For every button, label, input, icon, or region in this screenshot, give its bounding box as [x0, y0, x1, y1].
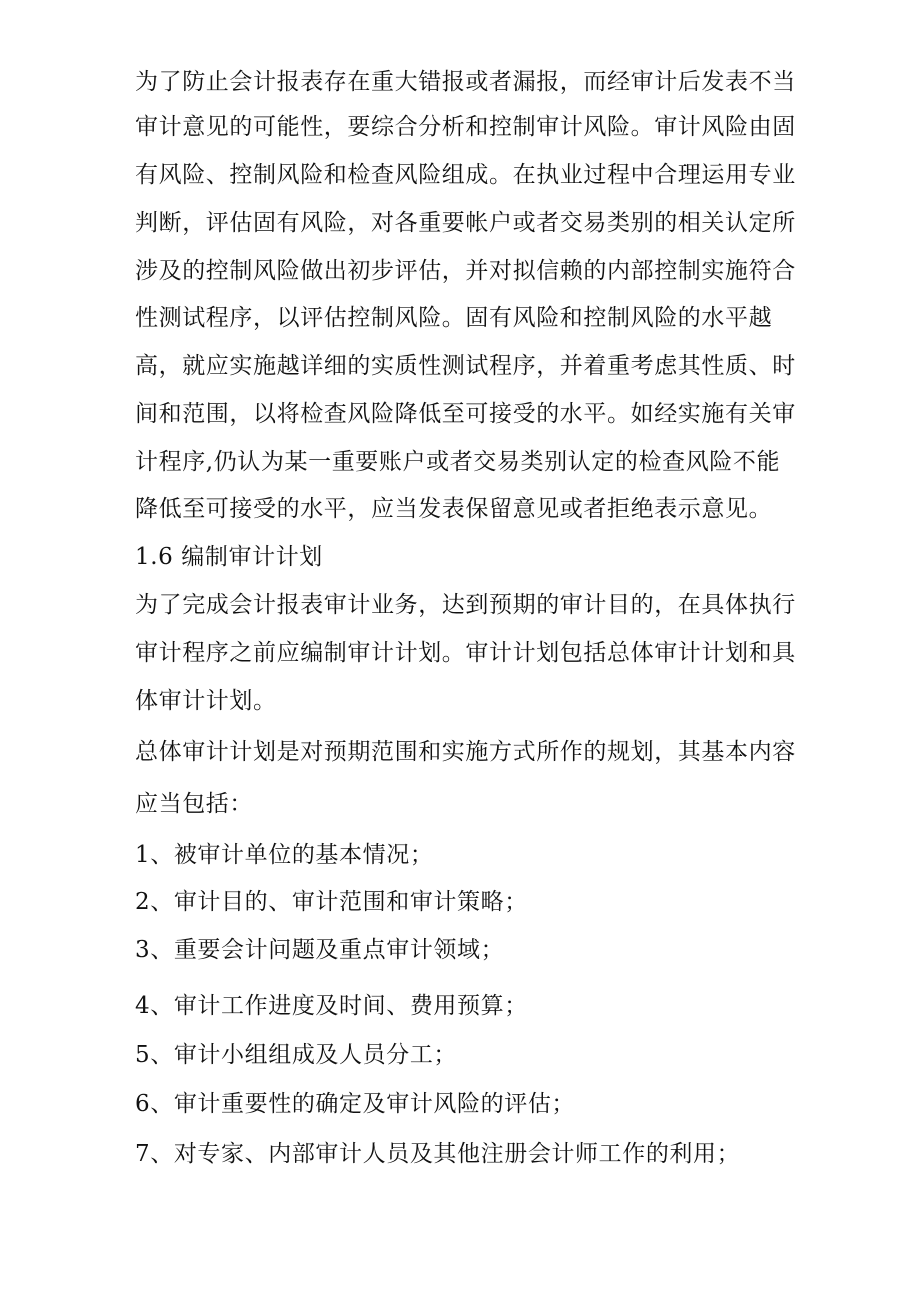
paragraph-1-line-9: 计程序,仍认为某一重要账户或者交易类别认定的检查风险不能	[135, 449, 781, 475]
paragraph-1-line-8: 间和范围，以将检查风险降低至可接受的水平。如经实施有关审	[135, 401, 796, 427]
paragraph-1-line-4: 判断，评估固有风险，对各重要帐户或者交易类别的相关认定所	[135, 210, 796, 236]
paragraph-1-line-6: 性测试程序，以评估控制风险。固有风险和控制风险的水平越	[135, 305, 773, 331]
paragraph-1-line-10: 降低至可接受的水平，应当发表保留意见或者拒绝表示意见。	[135, 496, 773, 522]
paragraph-2-line-2: 审计程序之前应编制审计计划。审计计划包括总体审计计划和具	[135, 640, 796, 666]
paragraph-2-line-3: 体审计计划。	[135, 688, 277, 714]
list-item-1: 1、被审计单位的基本情况；	[135, 842, 434, 868]
list-item-4: 4、审计工作进度及时间、费用预算；	[135, 993, 528, 1019]
list-item-3: 3、重要会计问题及重点审计领域；	[135, 937, 505, 963]
list-item-6: 6、审计重要性的确定及审计风险的评估；	[135, 1091, 576, 1117]
list-item-5: 5、审计小组组成及人员分工；	[135, 1042, 458, 1068]
list-item-7: 7、对专家、内部审计人员及其他注册会计师工作的利用；	[135, 1141, 741, 1167]
paragraph-1-line-3: 有风险、控制风险和检查风险组成。在执业过程中合理运用专业	[135, 162, 796, 188]
paragraph-2-line-1: 为了完成会计报表审计业务，达到预期的审计目的，在具体执行	[135, 592, 796, 618]
paragraph-1-line-5: 涉及的控制风险做出初步评估，并对拟信赖的内部控制实施符合	[135, 258, 796, 284]
paragraph-3-line-1: 总体审计计划是对预期范围和实施方式所作的规划，其基本内容	[135, 739, 796, 765]
paragraph-1-line-1: 为了防止会计报表存在重大错报或者漏报，而经审计后发表不当	[135, 69, 796, 95]
paragraph-3-line-2: 应当包括：	[135, 791, 253, 817]
paragraph-1-line-2: 审计意见的可能性，要综合分析和控制审计风险。审计风险由固	[135, 114, 796, 140]
list-item-2: 2、审计目的、审计范围和审计策略；	[135, 889, 528, 915]
paragraph-1-line-7: 高，就应实施越详细的实质性测试程序，并着重考虑其性质、时	[135, 353, 796, 379]
section-heading: 1.6 编制审计计划	[135, 544, 323, 570]
